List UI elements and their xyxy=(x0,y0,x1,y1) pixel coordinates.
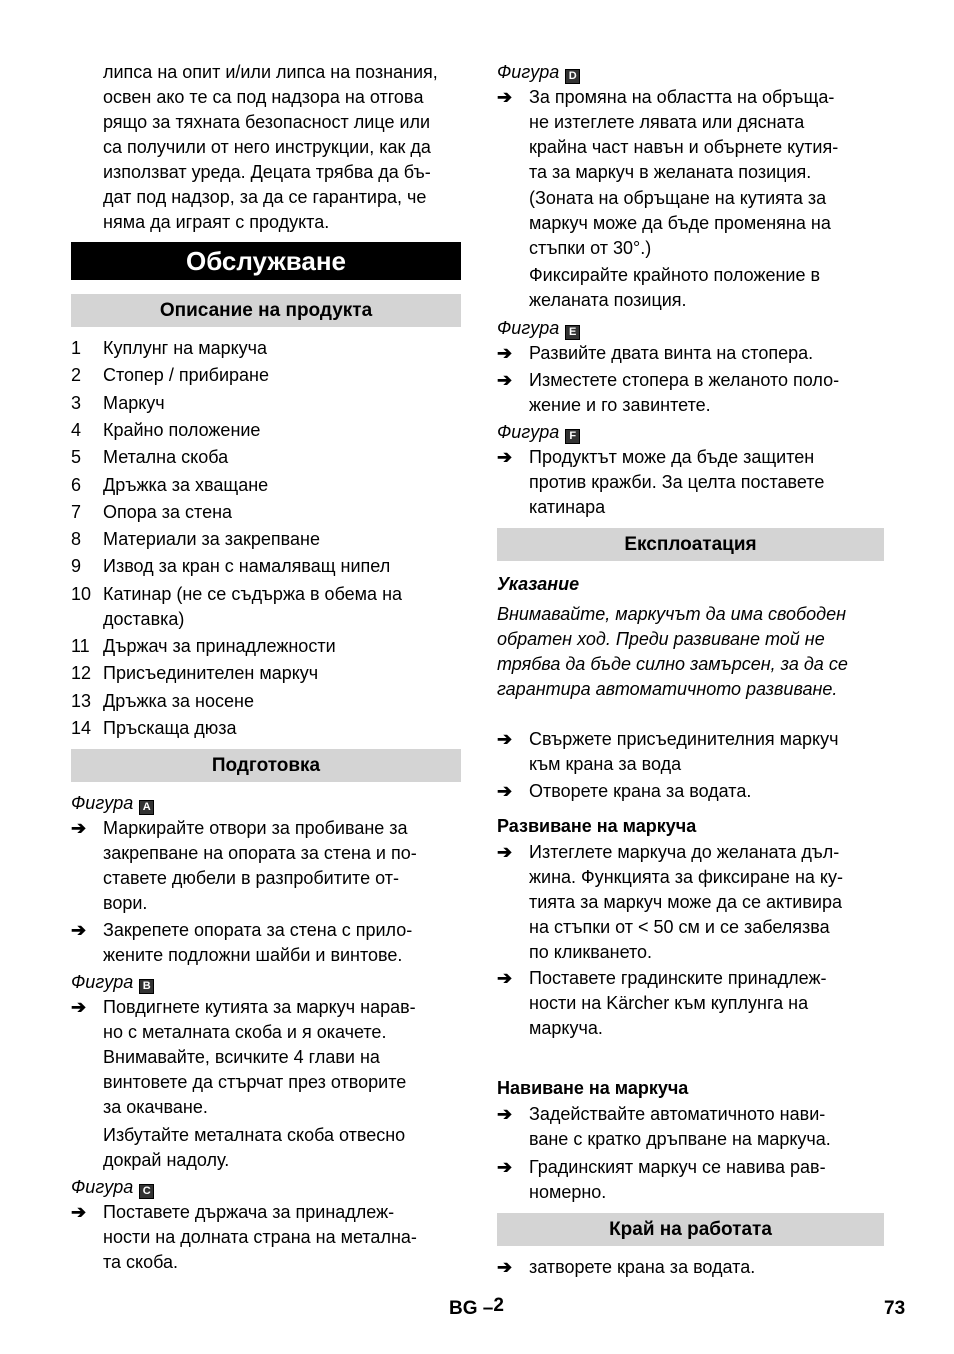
figure-label: Фигура xyxy=(497,318,560,338)
step-u1: по кликването. xyxy=(529,942,653,962)
part-number: 2 xyxy=(71,365,82,386)
step-f1: катинара xyxy=(529,497,606,517)
heading-end-of-work: Край на работата xyxy=(497,1213,884,1246)
part-number: 11 xyxy=(71,636,90,656)
step-a1: ставете дюбели в разпробитите от- xyxy=(103,868,399,888)
arrow-icon: ➔ xyxy=(497,370,513,390)
part-number: 4 xyxy=(71,419,82,440)
step-d1-extra: (Зоната на обръщане на кутията за xyxy=(529,188,827,208)
note-line: гарантира автоматичното развиване. xyxy=(497,679,838,699)
figure-d-ref xyxy=(497,60,580,85)
arrow-icon: ➔ xyxy=(497,842,513,862)
arrow-icon: ➔ xyxy=(497,343,513,363)
part-label: Държач за принадлежности xyxy=(103,636,336,656)
part-label: Присъединителен маркуч xyxy=(103,663,319,684)
part-number: 1 xyxy=(71,338,82,358)
intro-line: използват уреда. Децата трябва да бъ- xyxy=(103,162,431,182)
step-b1: винтовете да стърчат през отворите xyxy=(103,1072,407,1092)
part-number: 13 xyxy=(71,690,92,711)
part-number: 5 xyxy=(71,447,82,468)
step-op1: Свържете присъединителния маркуч xyxy=(529,729,839,749)
footer-lang-code: BG xyxy=(449,1298,478,1319)
step-a1: закрепване на опората за стена и по- xyxy=(103,843,417,863)
part-label: Маркуч xyxy=(103,392,165,413)
step-b1-extra: докрай надолу. xyxy=(103,1150,230,1170)
step-u2: маркуча. xyxy=(529,1018,603,1038)
part-number: 9 xyxy=(71,556,82,577)
part-label: Куплунг на маркуча xyxy=(103,338,268,358)
intro-line: рящо за тяхната безопасност лице или xyxy=(103,112,431,132)
part-number: 10 xyxy=(71,583,92,604)
step-d1-extra: стъпки от 30°.) xyxy=(529,238,652,258)
arrow-icon: ➔ xyxy=(497,1257,513,1277)
figure-letter-icon: D xyxy=(565,69,580,84)
step-a1: вори. xyxy=(103,893,148,913)
step-b1-extra: Избутайте металната скоба отвесно xyxy=(103,1125,406,1145)
step-a2: Закрепете опората за стена с прило- xyxy=(103,920,413,940)
step-c1: ности на долната страна на метална- xyxy=(103,1227,417,1247)
note-title: Указание xyxy=(497,574,580,594)
figure-b-ref xyxy=(71,970,154,995)
part-label: Материали за закрепване xyxy=(103,529,320,550)
figure-letter-icon: A xyxy=(139,800,154,815)
arrow-icon: ➔ xyxy=(71,920,87,940)
step-end1: затворете крана за водата. xyxy=(529,1257,756,1277)
step-u2: ности на Kärcher към куплунга на xyxy=(529,993,809,1013)
step-r1: Задействайте автоматичното нави- xyxy=(529,1104,826,1124)
arrow-icon: ➔ xyxy=(497,87,513,107)
footer-sub: 2 xyxy=(493,1295,504,1316)
intro-line: липса на опит и/или липса на познания, xyxy=(103,62,438,82)
step-c1: та скоба. xyxy=(103,1252,179,1272)
step-u1: тията за маркуч може да се активира xyxy=(529,892,843,912)
step-a1: Маркирайте отвори за пробиване за xyxy=(103,818,408,838)
step-op2: Отворете крана за водата. xyxy=(529,781,752,801)
step-u1: жина. Функцията за фиксиране на ку- xyxy=(529,867,843,887)
step-a2: жените подложни шайби и винтове. xyxy=(103,945,403,965)
part-label: Дръжка за хващане xyxy=(103,474,269,495)
note-line: обратен ход. Преди развиване той не xyxy=(497,629,825,649)
arrow-icon: ➔ xyxy=(497,447,513,467)
footer-dash: – xyxy=(482,1298,494,1319)
step-r1: ване с кратко дръпване на маркуча. xyxy=(529,1129,831,1149)
intro-line: освен ако те са под надзора на отговa xyxy=(103,87,424,107)
figure-label: Фигура xyxy=(71,793,134,813)
section-title-service: Обслужване xyxy=(71,242,461,280)
heading-unwind: Развиване на маркуча xyxy=(497,816,697,836)
figure-a-ref xyxy=(71,791,154,816)
step-d1: крайна част навън и обърнете кутия- xyxy=(529,137,839,157)
part-label: Катинар (не се съдържа в обема на xyxy=(103,583,403,604)
step-e2: жение и го завинтете. xyxy=(529,395,711,415)
figure-letter-icon: B xyxy=(139,979,154,994)
figure-c-ref xyxy=(71,1175,154,1200)
note-line: трябва да бъде силно замърсен, за да се xyxy=(497,654,848,674)
step-c1: Поставете държача за принадлеж- xyxy=(103,1202,395,1222)
part-number: 7 xyxy=(71,501,82,522)
step-r2: Градинският маркуч се навива рав- xyxy=(529,1157,826,1177)
heading-operation: Експлоатация xyxy=(497,528,884,561)
heading-rewind: Навиване на маркуча xyxy=(497,1078,689,1098)
arrow-icon: ➔ xyxy=(497,729,513,749)
part-label: Опора за стена xyxy=(103,501,233,522)
figure-label: Фигура xyxy=(497,422,560,442)
figure-e-ref xyxy=(497,316,580,341)
step-d1-extra2: Фиксирайте крайното положение в xyxy=(529,265,821,285)
arrow-icon: ➔ xyxy=(71,1202,87,1222)
step-f1: против кражби. За целта поставете xyxy=(529,472,825,492)
arrow-icon: ➔ xyxy=(497,781,513,801)
figure-letter-icon: C xyxy=(139,1184,154,1199)
figure-letter-icon: E xyxy=(565,325,580,340)
part-number: 12 xyxy=(71,663,92,684)
arrow-icon: ➔ xyxy=(71,997,87,1017)
part-label: Метална скоба xyxy=(103,447,229,468)
step-u1: на стъпки от < 50 см и се забелязва xyxy=(529,917,830,937)
step-d1-extra: маркуч може да бъде променяна на xyxy=(529,213,831,233)
intro-line: няма да играят с продукта. xyxy=(103,212,330,232)
figure-letter-icon: F xyxy=(565,429,580,444)
step-b1: за окачване. xyxy=(103,1097,208,1117)
arrow-icon: ➔ xyxy=(71,818,87,838)
footer-language xyxy=(449,1296,504,1321)
part-label: Крайно положение xyxy=(103,419,261,440)
step-d1: не изтеглете лявата или дясната xyxy=(529,112,805,132)
part-label: Стопер / прибиране xyxy=(103,365,269,386)
step-u2: Поставете градинските принадлеж- xyxy=(529,968,827,988)
heading-product-description: Описание на продукта xyxy=(71,294,461,327)
figure-label: Фигура xyxy=(71,972,134,992)
arrow-icon: ➔ xyxy=(497,1104,513,1124)
step-e1: Развийте двата винта на стопера. xyxy=(529,343,814,363)
step-op1: към крана за вода xyxy=(529,754,682,774)
part-label: доставка) xyxy=(103,608,185,629)
heading-preparation: Подготовка xyxy=(71,749,461,782)
arrow-icon: ➔ xyxy=(497,968,513,988)
figure-label: Фигура xyxy=(497,62,560,82)
step-d1: За промяна на областта на обръща- xyxy=(529,87,835,107)
step-b1: Внимавайте, всичките 4 глави на xyxy=(103,1047,380,1067)
step-b1: но с металната скоба и я окачете. xyxy=(103,1022,387,1042)
step-d1-extra2: желаната позиция. xyxy=(529,290,687,310)
intro-line: са получили от него инструкции, как да xyxy=(103,137,431,157)
figure-label: Фигура xyxy=(71,1177,134,1197)
part-label: Извод за кран с намаляващ нипел xyxy=(103,556,391,577)
step-r2: номерно. xyxy=(529,1182,607,1202)
step-f1: Продуктът може да бъде защитен xyxy=(529,447,815,467)
step-u1: Изтеглете маркуча до желаната дъл- xyxy=(529,842,840,862)
part-number: 14 xyxy=(71,717,92,738)
arrow-icon: ➔ xyxy=(497,1157,513,1177)
intro-line: дат под надзор, за да се гарантира, че xyxy=(103,187,427,207)
step-b1: Повдигнете кутията за маркуч нарав- xyxy=(103,997,416,1017)
part-number: 6 xyxy=(71,474,82,495)
step-d1: та за маркуч в желаната позиция. xyxy=(529,162,812,182)
part-number: 8 xyxy=(71,529,82,550)
step-e2: Изместете стопера в желаното поло- xyxy=(529,370,840,390)
part-label: Пръскаща дюза xyxy=(103,717,237,738)
page-number: 73 xyxy=(884,1298,906,1319)
part-label: Дръжка за носене xyxy=(103,690,254,711)
note-line: Внимавайте, маркучът да има свободен xyxy=(497,604,846,624)
figure-f-ref xyxy=(497,420,580,445)
part-number: 3 xyxy=(71,392,82,413)
